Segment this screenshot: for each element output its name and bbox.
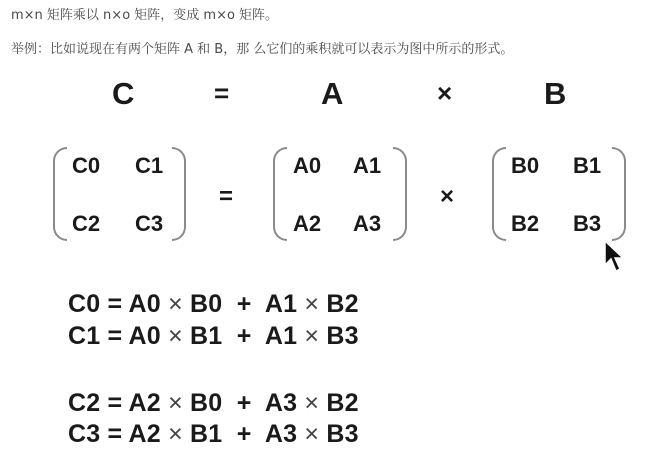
matrix-a-entry: A0 bbox=[293, 153, 322, 178]
matrix-c-entry: C3 bbox=[135, 211, 164, 236]
matrix-times: × bbox=[440, 183, 455, 210]
matrix-b-entry: B3 bbox=[573, 211, 602, 236]
equation-line: C3 = A2 × B1 + A3 × B3 bbox=[68, 420, 359, 448]
matrix-b-entry: B0 bbox=[511, 153, 540, 178]
matrix-c-entry: C2 bbox=[72, 211, 101, 236]
matrix-equals: = bbox=[219, 183, 234, 210]
paragraph-2: 举例：比如说现在有两个矩阵 A 和 B，那 么它们的乘积就可以表示为图中所示的形式。 bbox=[11, 42, 514, 57]
paragraph-1: m×n 矩阵乘以 n×o 矩阵，变成 m×o 矩阵。 bbox=[11, 8, 279, 23]
header-times: × bbox=[437, 78, 453, 108]
header-a: A bbox=[321, 76, 344, 111]
matrix-a-entry: A2 bbox=[293, 211, 322, 236]
left-paren bbox=[273, 147, 287, 241]
matrix-c-entry: C0 bbox=[72, 153, 101, 178]
left-paren bbox=[53, 147, 67, 241]
mouse-pointer-icon bbox=[604, 240, 626, 279]
equation-line: C2 = A2 × B0 + A3 × B2 bbox=[68, 389, 359, 417]
header-c: C bbox=[112, 76, 135, 111]
equation-line: C1 = A0 × B1 + A1 × B3 bbox=[68, 322, 359, 350]
equation-line: C0 = A0 × B0 + A1 × B2 bbox=[68, 290, 359, 318]
matrix-a-entry: A1 bbox=[353, 153, 382, 178]
right-paren bbox=[612, 147, 626, 241]
matrix-c-entry: C1 bbox=[135, 153, 164, 178]
matrix-b-entry: B1 bbox=[573, 153, 602, 178]
left-paren bbox=[492, 147, 506, 241]
header-b: B bbox=[544, 76, 567, 111]
matrix-a-entry: A3 bbox=[353, 211, 382, 236]
header-equals: = bbox=[214, 78, 230, 108]
matrix-b-entry: B2 bbox=[511, 211, 540, 236]
right-paren bbox=[172, 147, 186, 241]
right-paren bbox=[393, 147, 407, 241]
